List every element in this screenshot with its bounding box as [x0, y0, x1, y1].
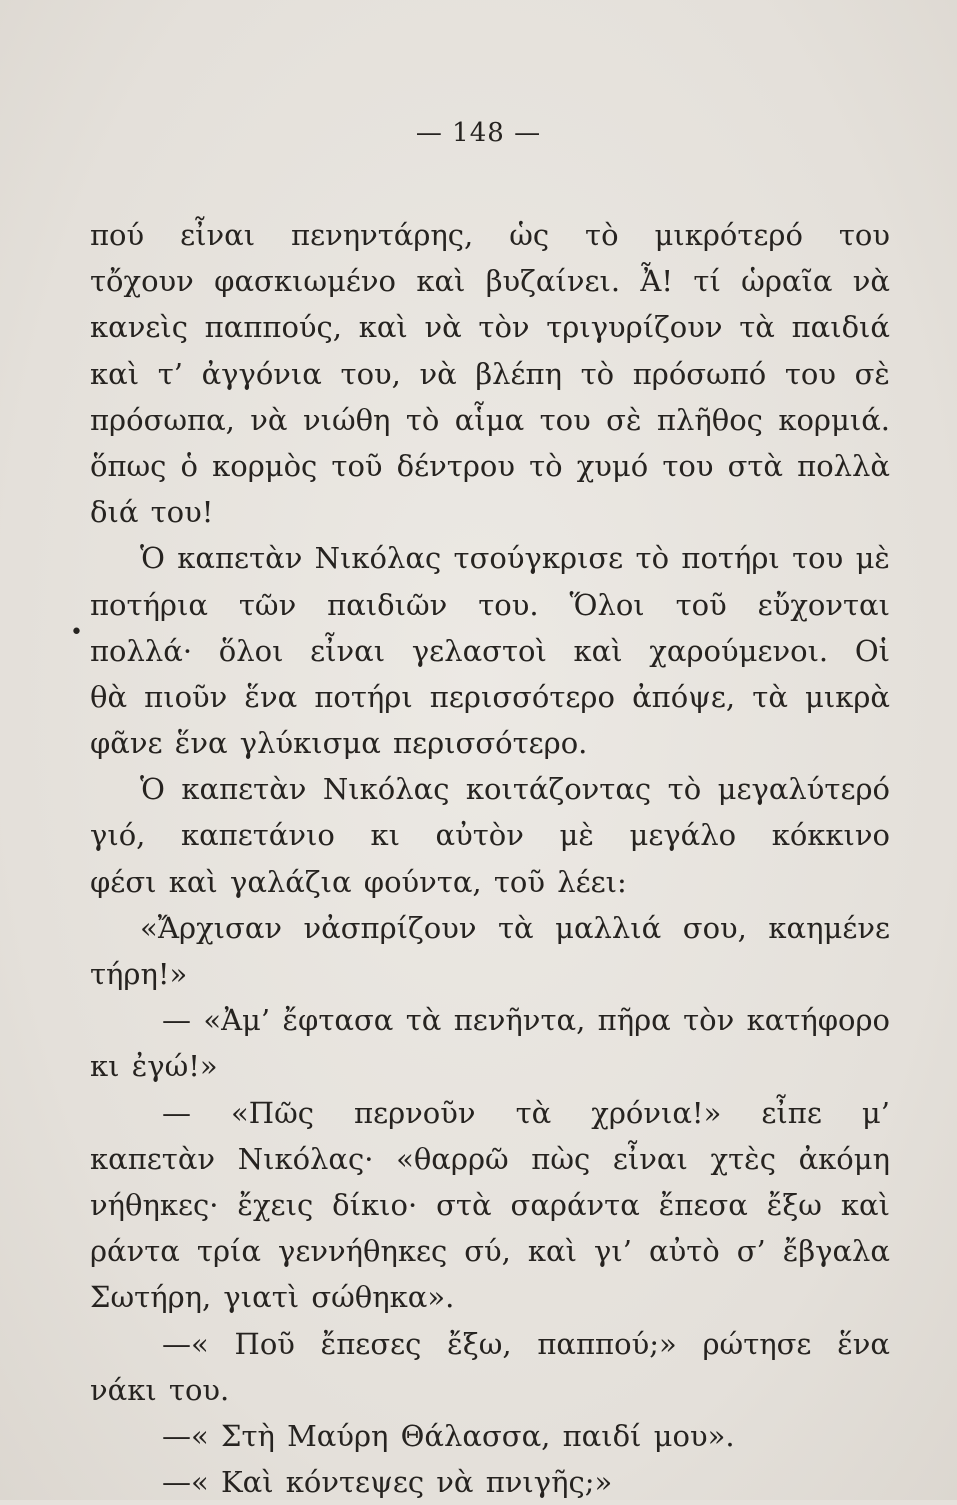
text-line: θὰ πιοῦν ἕνα ποτήρι περισσότερο ἀπόψε, τὰ μικρὰ [90, 679, 890, 714]
text-line: Ὁ καπετὰν Νικόλας τσούγκρισε τὸ ποτήρι του μὲ [140, 541, 890, 576]
text-line: φέσι καὶ γαλάζια φούντα, τοῦ λέει: [90, 864, 627, 899]
text-line: ποτήρια τῶν παιδιῶν του. Ὅλοι τοῦ εὔχονται [90, 587, 890, 622]
text-line: — «Πῶς περνοῦν τὰ χρόνια!» εἶπε μ’ [162, 1095, 890, 1130]
text-line: ράντα τρία γεννήθηκες σύ, καὶ γι’ αὐτὸ σ’ ἔβγαλα [90, 1234, 890, 1269]
text-line: φᾶνε ἕνα γλύκισμα περισσότερο. [90, 726, 588, 761]
text-line: —« Στὴ Μαύρη Θάλασσα, παιδί μου». [162, 1418, 735, 1453]
text-line: ὅπως ὁ κορμὸς τοῦ δέντρου τὸ χυμό του στὰ πολλὰ [90, 448, 890, 483]
text-line: νάκι του. [90, 1372, 230, 1407]
text-line: καπετὰν Νικόλας· «θαρρῶ πὼς εἶναι χτὲς ἀκόμη [90, 1141, 890, 1176]
text-line: — «Ἀμ’ ἔφτασα τὰ πενῆντα, πῆρα τὸν κατήφορο [162, 1003, 890, 1038]
text-line: πολλά· ὅλοι εἶναι γελαστοὶ καὶ χαρούμενοι. Οἱ [90, 633, 890, 668]
text-line: νήθηκες· ἔχεις δίκιο· στὰ σαράντα ἔπεσα ἔξω καὶ [90, 1187, 890, 1222]
text-line: Ὁ καπετὰν Νικόλας κοιτάζοντας τὸ μεγαλύτερό [140, 772, 890, 807]
page-number: — 148 — [415, 118, 542, 148]
text-line: «Ἄρχισαν νἀσπρίζουν τὰ μαλλιά σου, καημένε [140, 910, 890, 945]
text-line: γιό, καπετάνιο κι αὐτὸν μὲ μεγάλο κόκκινο [90, 818, 890, 853]
text-line: —« Ποῦ ἔπεσες ἔξω, παππού;» ρώτησε ἕνα [162, 1326, 890, 1361]
text-line: πού εἶναι πενηντάρης, ὡς τὸ μικρότερό του [90, 218, 890, 252]
text-line: διά του! [90, 495, 214, 530]
text-line: τήρη!» [90, 957, 188, 991]
text-line: κι ἐγώ!» [90, 1049, 218, 1084]
text-line: τὄχουν φασκιωμένο καὶ βυζαίνει. Ἆ! τί ὡραῖα νὰ [90, 264, 890, 299]
text-line: πρόσωπα, νὰ νιώθη τὸ αἷμα του σὲ πλῆθος κορμιά. [90, 402, 890, 437]
body-text [90, 212, 890, 1505]
text-line: Σωτήρη, γιατὶ σώθηκα». [90, 1280, 455, 1315]
text-line: —« Καὶ κόντεψες νὰ πνιγῆς;» [162, 1465, 613, 1500]
margin-mark: • [70, 620, 83, 645]
text-line: κανεὶς παππούς, καὶ νὰ τὸν τριγυρίζουν τὰ παιδιά [90, 310, 890, 345]
text-line: καὶ τ’ ἀγγόνια του, νὰ βλέπη τὸ πρόσωπό του σὲ [90, 356, 890, 391]
